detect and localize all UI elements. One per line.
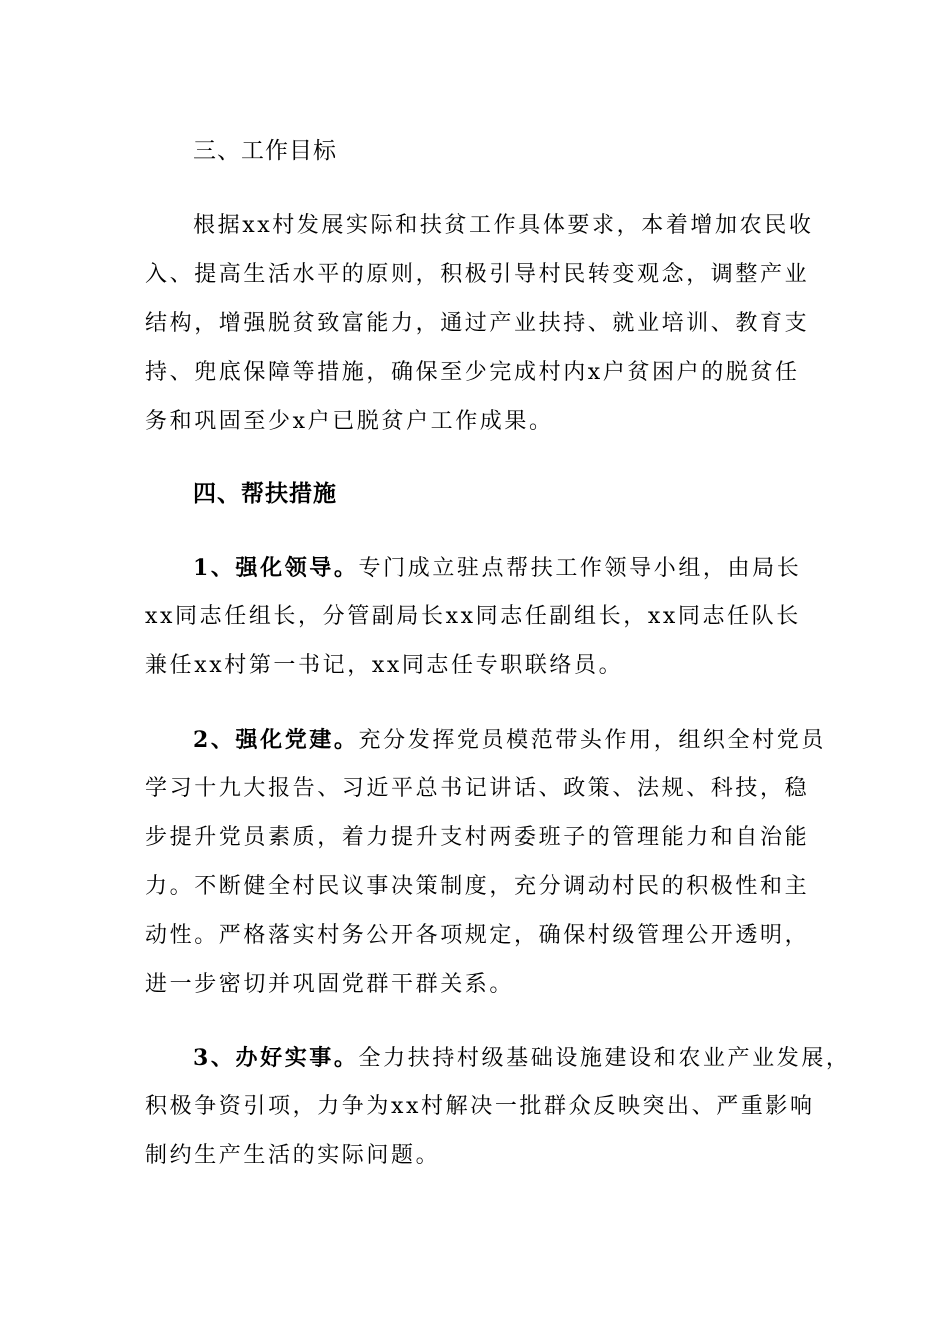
measure-1-text: 专门成立驻点帮扶工作领导小组，由局长 <box>358 556 802 581</box>
measure-2-lead: 2、强化党建。 <box>193 727 359 753</box>
paragraph-line: 动性。严格落实村务公开各项规定，确保村级管理公开透明， <box>145 923 810 948</box>
paragraph-line: 制约生产生活的实际问题。 <box>145 1143 441 1168</box>
measure-3-first-line <box>193 1043 851 1074</box>
paragraph-line: 力。不断健全村民议事决策制度，充分调动村民的积极性和主 <box>145 874 810 899</box>
paragraph-line: 持、兜底保障等措施，确保至少完成村内x户贫困户的脱贫任 <box>145 360 800 385</box>
measure-1-lead: 1、强化领导。 <box>193 555 359 581</box>
measure-3-text: 全力扶持村级基础设施建设和农业产业发展， <box>358 1046 851 1071</box>
measure-2-text: 充分发挥党员模范带头作用，组织全村党员 <box>358 728 826 753</box>
paragraph-line: 兼任xx村第一书记，xx同志任专职联络员。 <box>145 653 624 678</box>
paragraph-line: 步提升党员素质，着力提升支村两委班子的管理能力和自治能 <box>145 825 810 850</box>
paragraph-line: 入、提高生活水平的原则，积极引导村民转变观念，调整产业 <box>145 262 810 287</box>
paragraph-line: 进一步密切并巩固党群干群关系。 <box>145 972 515 997</box>
section-heading-support-measures: 四、帮扶措施 <box>193 480 337 507</box>
measure-2-first-line <box>193 725 825 756</box>
paragraph-line: 结构，增强脱贫致富能力，通过产业扶持、就业培训、教育支 <box>145 311 810 336</box>
paragraph-line: 积极争资引项，力争为xx村解决一批群众反映突出、严重影响 <box>145 1094 815 1119</box>
paragraph-line: 学习十九大报告、习近平总书记讲话、政策、法规、科技，稳 <box>145 776 810 801</box>
section-heading-work-goals: 三、工作目标 <box>193 138 337 164</box>
paragraph-line: 根据xx村发展实际和扶贫工作具体要求，本着增加农民收 <box>193 213 814 238</box>
measure-3-lead: 3、办好实事。 <box>193 1045 359 1071</box>
paragraph-line: 务和巩固至少x户已脱贫户工作成果。 <box>145 409 554 434</box>
measure-1-first-line <box>193 553 825 584</box>
paragraph-line: xx同志任组长，分管副局长xx同志任副组长，xx同志任队长 <box>145 604 801 629</box>
